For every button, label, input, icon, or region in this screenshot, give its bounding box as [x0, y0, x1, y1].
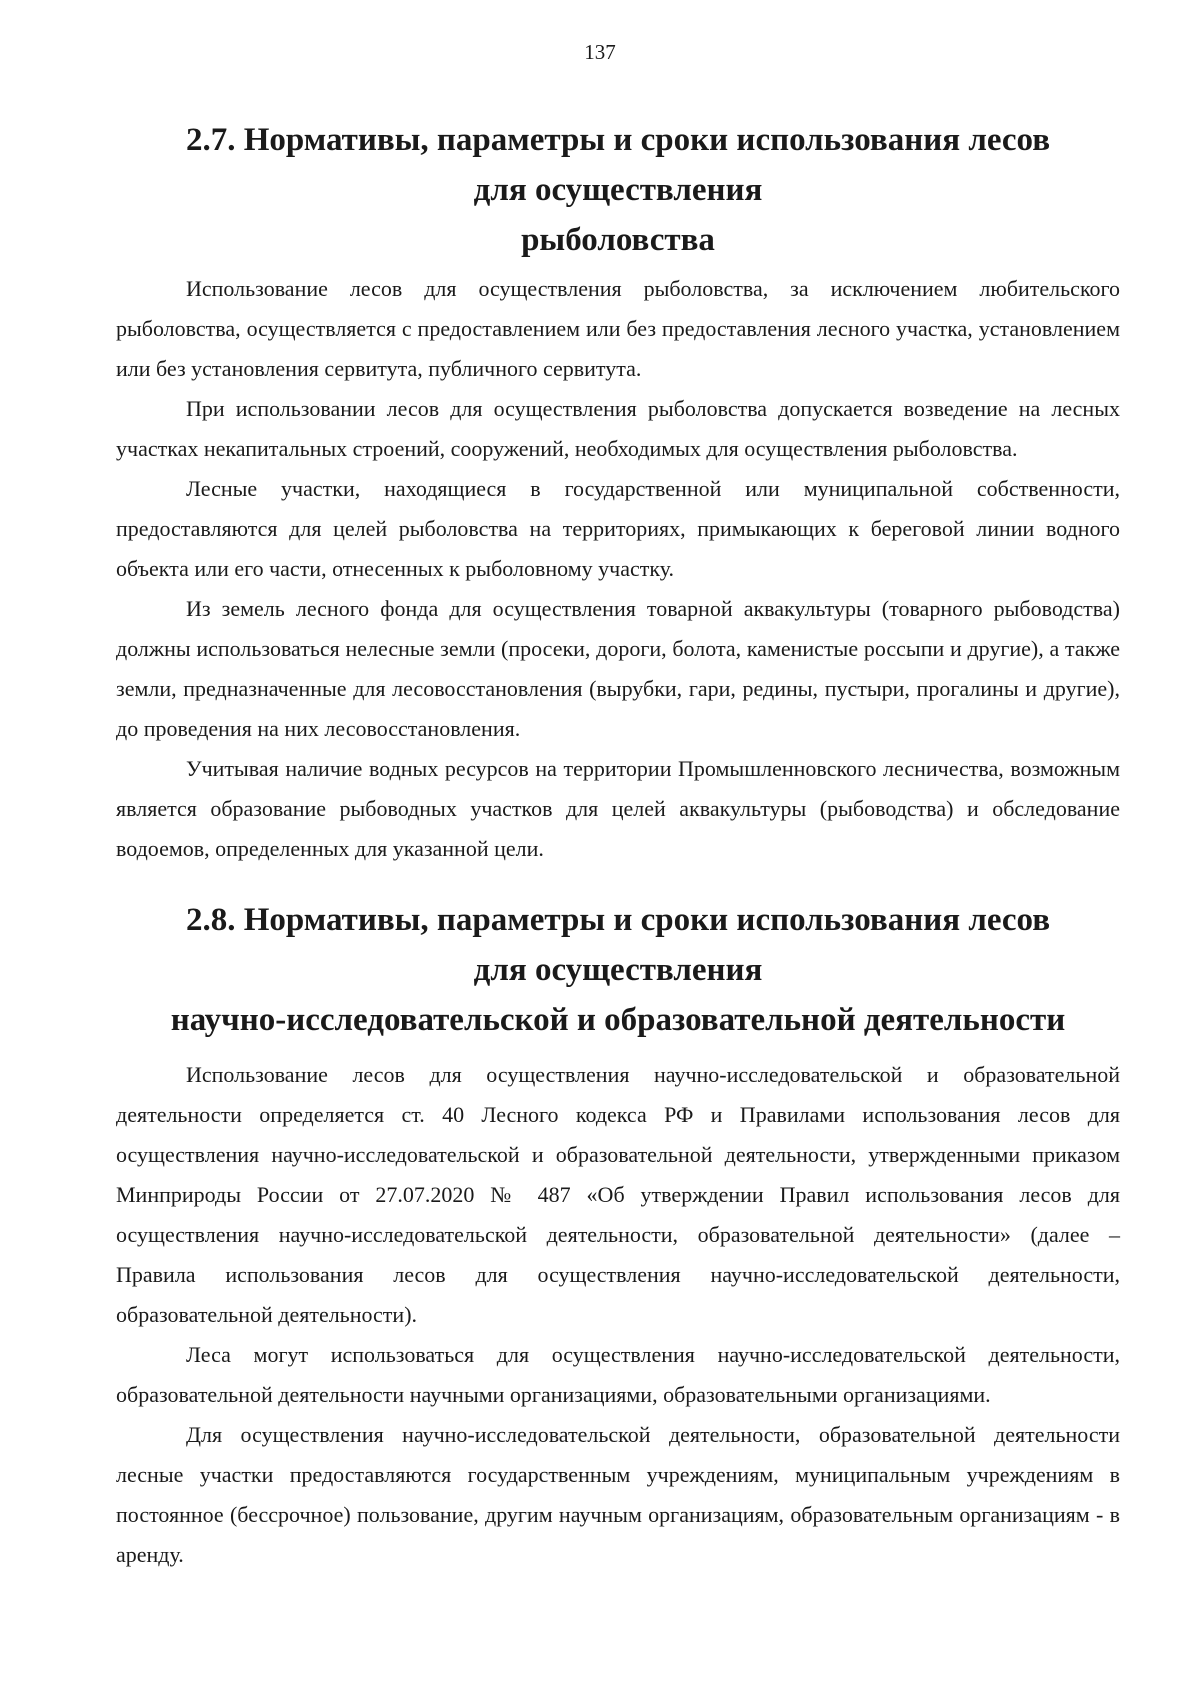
section-heading-line-2: научно-исследовательской и образовательной деятельности: [170, 1002, 1066, 1038]
section-heading: [116, 115, 1120, 265]
paragraph: Из земель лесного фонда для осуществления товарной аквакультуры (товарного рыбоводства) должны использоваться нелесные земли (просеки, дороги, болота, каменистые россыпи и другие), а также земли, предназначенные для лесовосстановления (вырубки, гари, редины, пустыри, прогалины и другие), до проведения на них лесовосстановления.: [116, 596, 1120, 741]
paragraph: Использование лесов для осуществления рыболовства, за исключением любительского рыболовства, осуществляется с предоставлением или без предоставления лесного участка, установлением или без установления сервитута, публичного сервитута.: [116, 276, 1120, 381]
section-heading: [116, 895, 1120, 1045]
paragraph: При использовании лесов для осуществления рыболовства допускается возведение на лесных участках некапитальных строений, сооружений, необходимых для осуществления рыболовства.: [116, 396, 1120, 461]
paragraph: Леса могут использоваться для осуществления научно-исследовательской деятельности, образовательной деятельности научными организациями, образовательными организациями.: [116, 1342, 1120, 1407]
paragraph: Учитывая наличие водных ресурсов на территории Промышленновского лесничества, возможным является образование рыбоводных участков для целей аквакультуры (рыбоводства) и обследование водоемов, определенных для указанной цели.: [116, 756, 1120, 861]
page-number: 137: [584, 40, 616, 64]
section-2-8: [116, 895, 1120, 1575]
section-heading-line-1: 2.8. Нормативы, параметры и сроки использования лесов для осуществления: [185, 902, 1051, 988]
section-heading-line-2: рыболовства: [521, 222, 715, 258]
section-2-7: [116, 115, 1120, 869]
section-heading-line-1: 2.7. Нормативы, параметры и сроки использования лесов для осуществления: [185, 122, 1051, 208]
paragraph: Лесные участки, находящиеся в государственной или муниципальной собственности, предоставляются для целей рыболовства на территориях, примыкающих к береговой линии водного объекта или его части, отнесенных к рыболовному участку.: [116, 476, 1120, 581]
paragraph: Использование лесов для осуществления научно-исследовательской и образовательной деятельности определяется ст. 40 Лесного кодекса РФ и Правилами использования лесов для осуществления научно-исследовательской и образовательной деятельности, утвержденными приказом Минприроды России от 27.07.2020 № 487 «Об утверждении Правил использования лесов для осуществления научно-исследовательской деятельности, образовательной деятельности» (далее – Правила использования лесов для осуществления научно-исследовательской деятельности, образовательной деятельности).: [116, 1062, 1120, 1327]
paragraph: Для осуществления научно-исследовательской деятельности, образовательной деятельности лесные участки предоставляются государственным учреждениям, муниципальным учреждениям в постоянное (бессрочное) пользование, другим научным организациям, образовательным организациям - в аренду.: [116, 1422, 1120, 1567]
